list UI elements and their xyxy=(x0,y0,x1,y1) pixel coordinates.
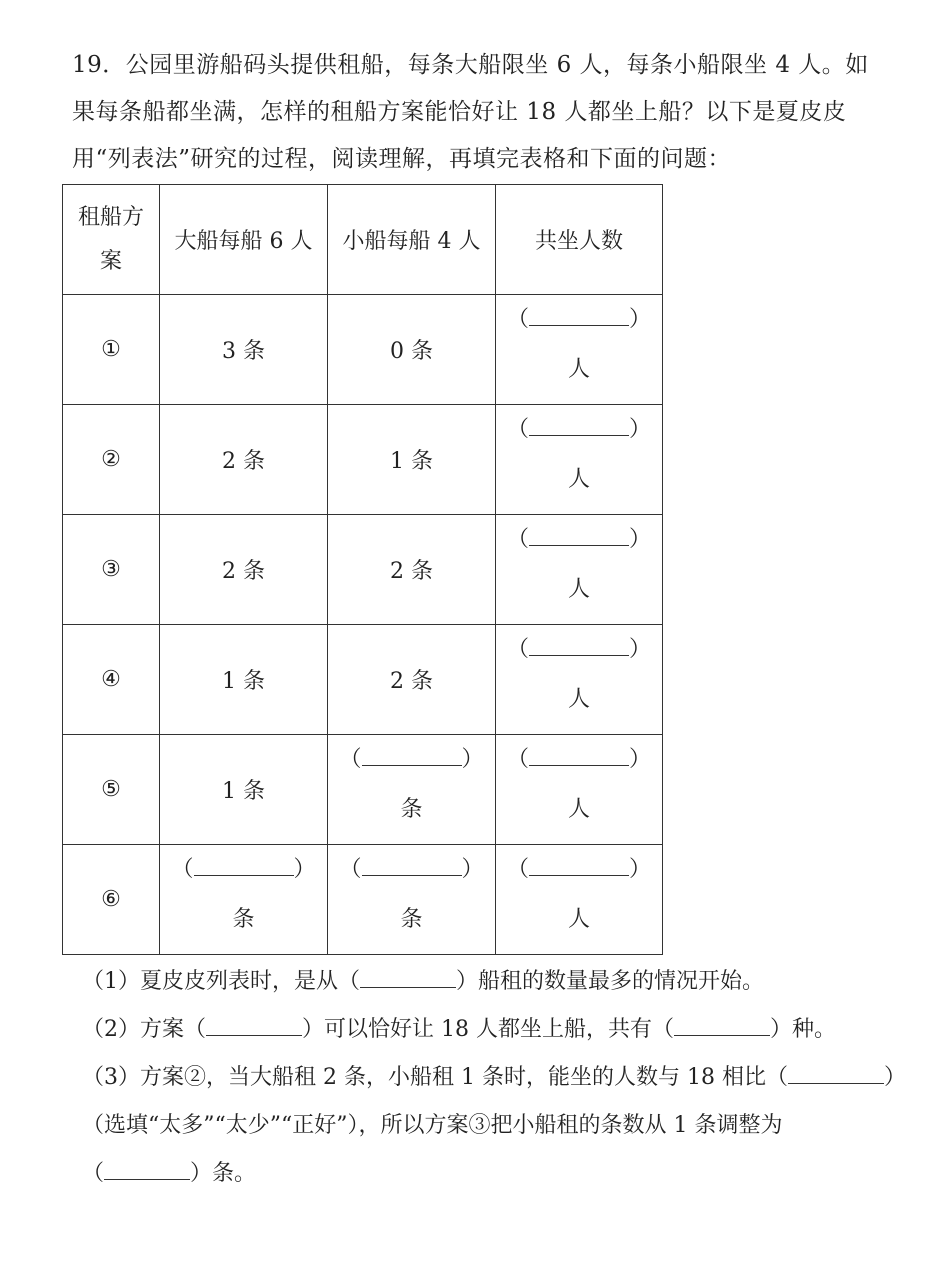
answer-blank[interactable] xyxy=(362,855,462,876)
big-boat-blank-cell: （ ） 条 xyxy=(160,845,328,955)
answer-blank[interactable] xyxy=(206,1017,302,1036)
table-row xyxy=(63,295,663,405)
header-small-boat: 小船每船 4 人 xyxy=(328,185,496,295)
answer-blank[interactable] xyxy=(674,1017,770,1036)
answer-blank[interactable] xyxy=(194,855,294,876)
answer-blank[interactable] xyxy=(529,525,629,546)
answer-blank[interactable] xyxy=(529,305,629,326)
big-boat-count: 1 条 xyxy=(160,625,328,735)
big-boat-count: 3 条 xyxy=(160,295,328,405)
total-blank-cell: （ ） 人 xyxy=(496,845,663,955)
small-boat-blank-cell: （ ） 条 xyxy=(328,845,496,955)
small-boat-count: 1 条 xyxy=(328,405,496,515)
plan-number: ④ xyxy=(63,625,160,735)
header-big-boat: 大船每船 6 人 xyxy=(160,185,328,295)
problem-line-3: 用“列表法”研究的过程，阅读理解，再填完表格和下面的问题： xyxy=(72,146,732,172)
big-boat-count: 1 条 xyxy=(160,735,328,845)
table-row xyxy=(63,735,663,845)
plan-number: ⑤ xyxy=(63,735,160,845)
boat-plan-table xyxy=(62,184,663,955)
big-boat-count: 2 条 xyxy=(160,515,328,625)
answer-blank[interactable] xyxy=(104,1161,190,1180)
answer-blank[interactable] xyxy=(529,635,629,656)
small-boat-count: 0 条 xyxy=(328,295,496,405)
header-total: 共坐人数 xyxy=(496,185,663,295)
table-row xyxy=(63,515,663,625)
answer-blank[interactable] xyxy=(529,855,629,876)
question-3-continued: （选填“太多”“太少”“正好”），所以方案③把小船租的条数从 1 条调整为 xyxy=(82,1113,783,1138)
problem-statement xyxy=(72,42,902,183)
answer-blank[interactable] xyxy=(529,745,629,766)
table-row xyxy=(63,625,663,735)
small-boat-count: 2 条 xyxy=(328,625,496,735)
table-row xyxy=(63,405,663,515)
answer-blank[interactable] xyxy=(788,1065,884,1084)
answer-blank[interactable] xyxy=(360,969,456,988)
plan-number: ② xyxy=(63,405,160,515)
plan-number: ③ xyxy=(63,515,160,625)
question-3: （3）方案②，当大船租 2 条，小船租 1 条时，能坐的人数与 18 相比（ ） xyxy=(82,1065,906,1090)
question-1: （1）夏皮皮列表时，是从（ ）船租的数量最多的情况开始。 xyxy=(82,969,765,994)
header-plan: 租船方 案 xyxy=(63,185,160,295)
problem-line-2: 果每条船都坐满，怎样的租船方案能恰好让 18 人都坐上船？以下是夏皮皮 xyxy=(72,99,847,125)
questions xyxy=(82,958,906,1198)
total-blank-cell: （ ） 人 xyxy=(496,295,663,405)
plan-number: ⑥ xyxy=(63,845,160,955)
table-row xyxy=(63,845,663,955)
table-header-row xyxy=(63,185,663,295)
small-boat-blank-cell: （ ） 条 xyxy=(328,735,496,845)
question-3-last-line: （ ）条。 xyxy=(82,1161,257,1186)
total-blank-cell: （ ） 人 xyxy=(496,515,663,625)
question-2: （2）方案（ ）可以恰好让 18 人都坐上船，共有（ ）种。 xyxy=(82,1017,836,1042)
total-blank-cell: （ ） 人 xyxy=(496,405,663,515)
total-blank-cell: （ ） 人 xyxy=(496,735,663,845)
problem-line-1: 19．公园里游船码头提供租船，每条大船限坐 6 人，每条小船限坐 4 人。如 xyxy=(72,52,869,78)
total-blank-cell: （ ） 人 xyxy=(496,625,663,735)
plan-number: ① xyxy=(63,295,160,405)
answer-blank[interactable] xyxy=(362,745,462,766)
small-boat-count: 2 条 xyxy=(328,515,496,625)
answer-blank[interactable] xyxy=(529,415,629,436)
big-boat-count: 2 条 xyxy=(160,405,328,515)
